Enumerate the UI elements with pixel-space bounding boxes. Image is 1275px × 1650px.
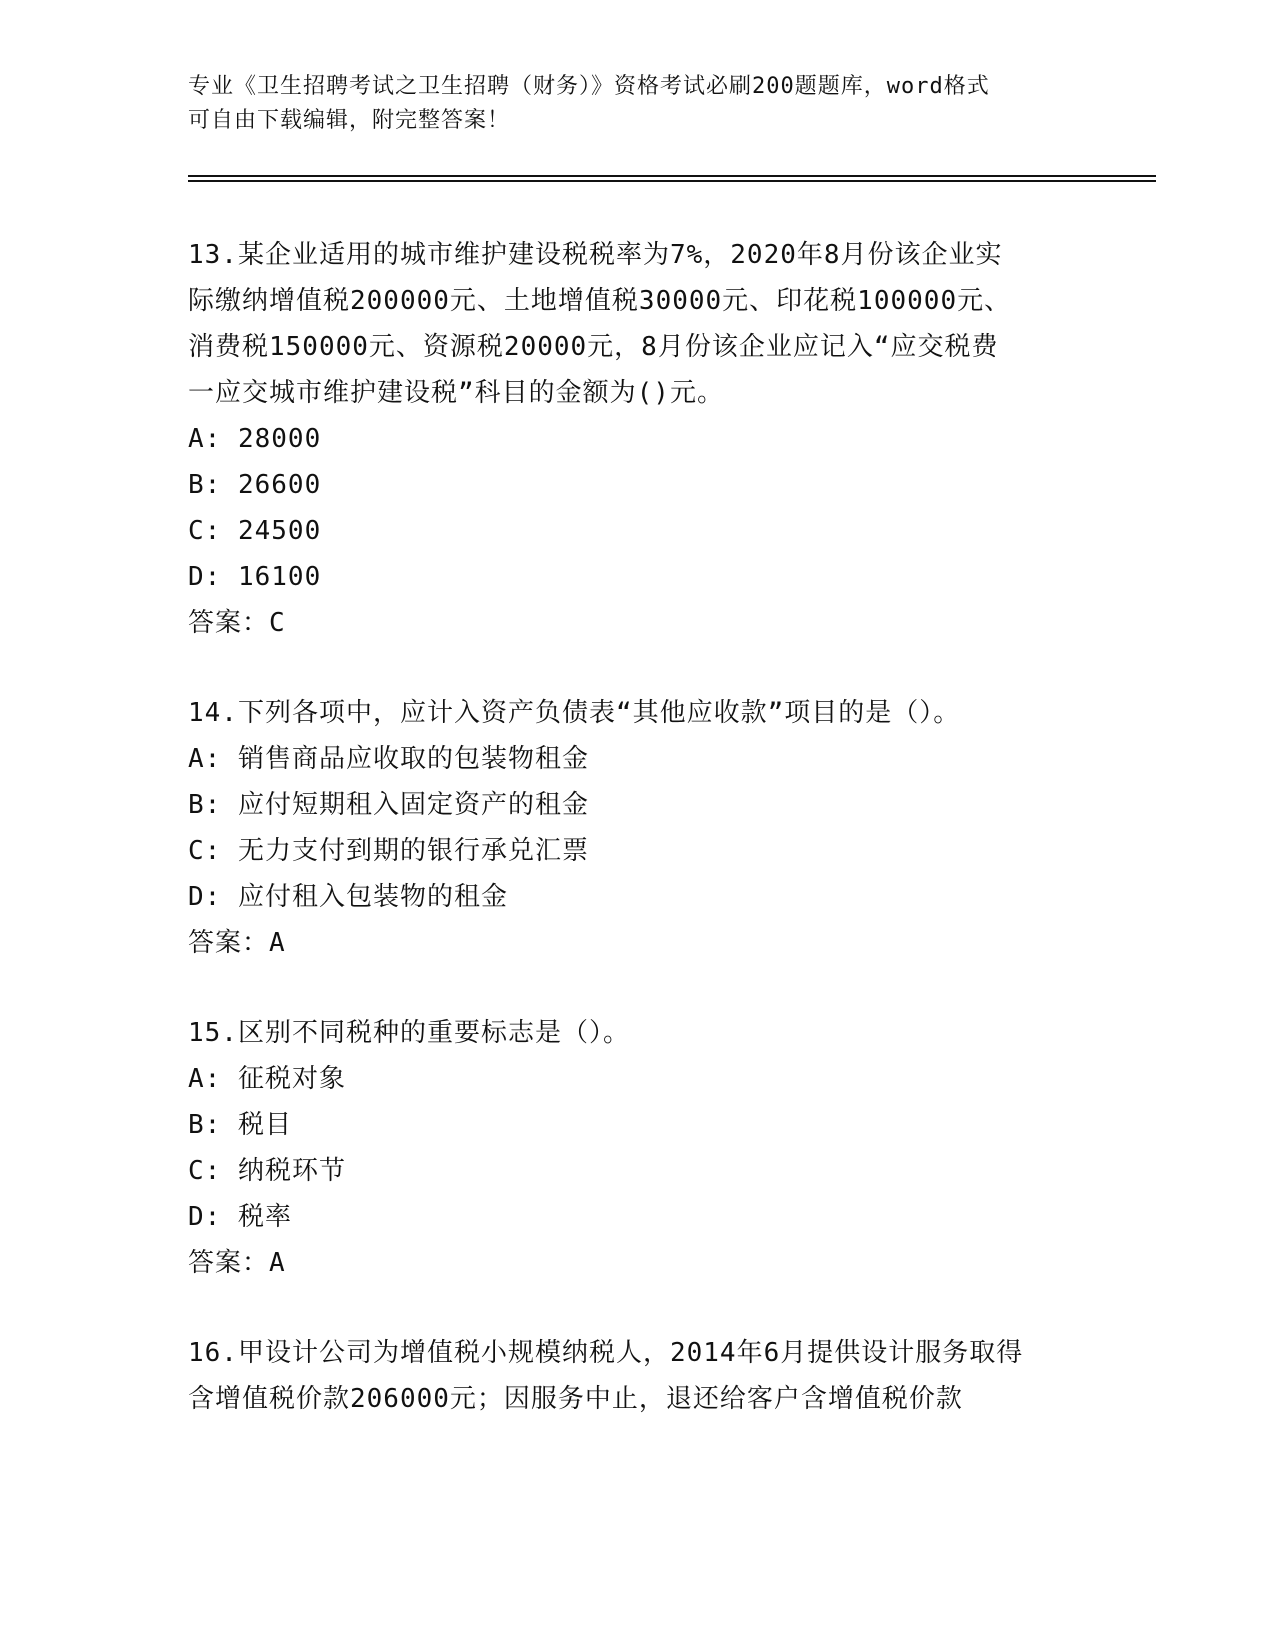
question-spacer [188, 646, 1088, 690]
header-divider-thin [188, 175, 1156, 177]
question-text-line: 际缴纳增值税200000元、土地增值税30000元、印花税100000元、 [188, 286, 1012, 316]
question-list [188, 232, 1088, 1422]
answer-label: 答案：A [188, 928, 286, 958]
question-text-line: 消费税150000元、资源税20000元，8月份该企业应记入“应交税费 [188, 332, 999, 362]
answer-label: 答案：C [188, 608, 286, 638]
option-c: C: 24500 [188, 516, 322, 546]
question-15 [188, 1010, 1088, 1286]
option-c: C: 纳税环节 [188, 1156, 346, 1186]
option-a: A: 征税对象 [188, 1064, 346, 1094]
document-header [188, 70, 1068, 138]
option-c: C: 无力支付到期的银行承兑汇票 [188, 836, 589, 866]
question-text-line: 16.甲设计公司为增值税小规模纳税人，2014年6月提供设计服务取得 [188, 1338, 1024, 1368]
option-a: A: 28000 [188, 424, 322, 454]
question-text-line: 13.某企业适用的城市维护建设税税率为7%，2020年8月份该企业实 [188, 240, 1003, 270]
option-d: D: 税率 [188, 1202, 292, 1232]
question-text-line: 14.下列各项中，应计入资产负债表“其他应收款”项目的是（）。 [188, 698, 961, 728]
header-line-2: 可自由下载编辑，附完整答案！ [188, 108, 511, 133]
question-spacer [188, 966, 1088, 1010]
question-text-line: 15.区别不同税种的重要标志是（）。 [188, 1018, 630, 1048]
header-divider-thick [188, 180, 1156, 182]
question-spacer [188, 1286, 1088, 1330]
option-d: D: 16100 [188, 562, 322, 592]
answer-label: 答案：A [188, 1248, 286, 1278]
question-text-line: 一应交城市维护建设税”科目的金额为()元。 [188, 378, 724, 408]
option-a: A: 销售商品应收取的包装物租金 [188, 744, 589, 774]
option-b: B: 税目 [188, 1110, 292, 1140]
question-16 [188, 1330, 1088, 1422]
header-line-1: 专业《卫生招聘考试之卫生招聘（财务）》资格考试必刷200题题库，word格式 [188, 74, 990, 99]
option-b: B: 应付短期租入固定资产的租金 [188, 790, 589, 820]
question-14 [188, 690, 1088, 966]
question-13 [188, 232, 1088, 646]
option-b: B: 26600 [188, 470, 322, 500]
question-text-line: 含增值税价款206000元；因服务中止，退还给客户含增值税价款 [188, 1384, 963, 1414]
option-d: D: 应付租入包装物的租金 [188, 882, 508, 912]
